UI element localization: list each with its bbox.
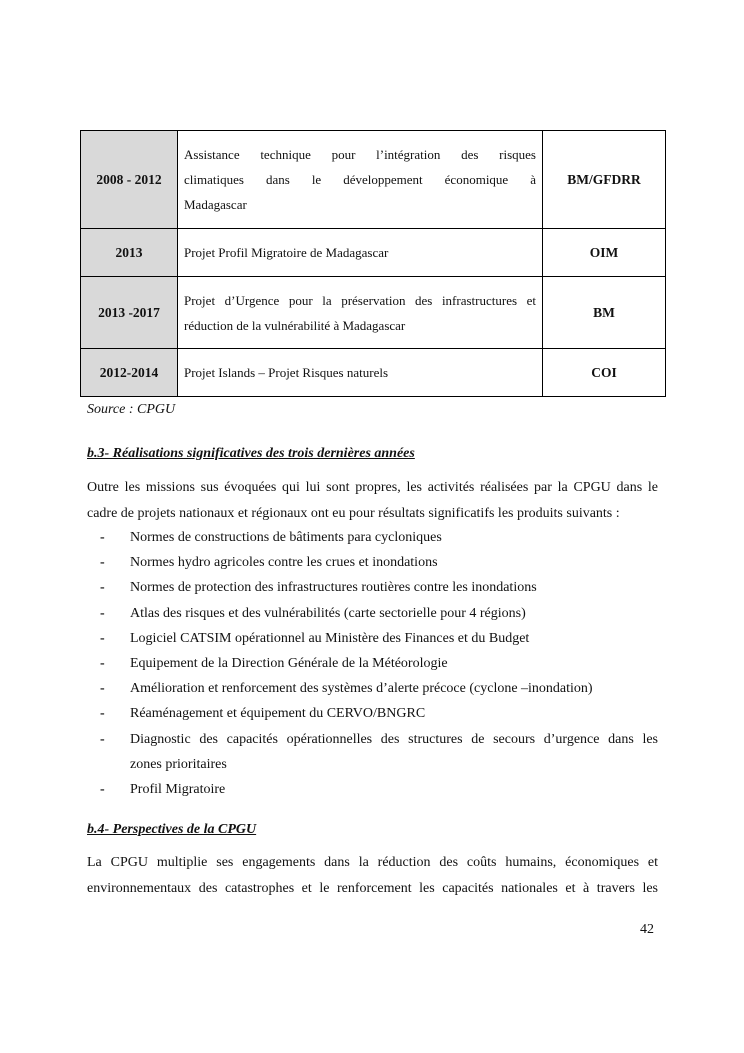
- section-b3-heading: b.3- Réalisations significatives des trois dernières années: [87, 446, 415, 461]
- list-item-line: zones prioritaires: [130, 756, 227, 772]
- achievements-list: [87, 525, 658, 802]
- list-item-text: [130, 601, 658, 626]
- list-item-line: Normes de protection des infrastructures routières contre les inondations: [130, 580, 537, 596]
- organisation-cell: COI: [543, 349, 666, 397]
- description-line: réduction de la vulnérabilité à Madagascar: [184, 317, 406, 333]
- projects-table: [80, 130, 666, 397]
- period-cell: 2012-2014: [81, 349, 178, 397]
- list-item-text: [130, 575, 658, 600]
- list-item: [87, 601, 658, 626]
- section-b4-paragraph: [87, 850, 658, 901]
- intro-line: cadre de projets nationaux et régionaux ont eu pour résultats significatifs les produits suivants :: [87, 505, 620, 521]
- list-item-line: Amélioration et renforcement des systèmes d’alerte précoce (cyclone –inondation): [130, 681, 593, 697]
- description-cell: [178, 277, 543, 349]
- description-line: Projet Profil Migratoire de Madagascar: [184, 245, 389, 260]
- bullet-dash: -: [100, 782, 105, 798]
- page-number: 42: [640, 922, 654, 937]
- list-item-line: Atlas des risques et des vulnérabilités (carte sectorielle pour 4 régions): [130, 605, 526, 621]
- bullet-dash: -: [100, 605, 105, 621]
- list-item-line: Diagnostic des capacités opérationnelles des structures de secours d’urgence dans les: [130, 731, 658, 747]
- list-item-text: [130, 676, 658, 701]
- list-item-line: Profil Migratoire: [130, 782, 226, 798]
- list-item-line: Logiciel CATSIM opérationnel au Ministère des Finances et du Budget: [130, 630, 530, 646]
- description-line: Projet Islands – Projet Risques naturels: [184, 365, 389, 380]
- list-item: [87, 626, 658, 651]
- bullet-dash: -: [100, 731, 105, 747]
- list-item: [87, 651, 658, 676]
- list-item-text: [130, 525, 658, 550]
- section-b4-heading: b.4- Perspectives de la CPGU: [87, 822, 257, 837]
- bullet-dash: -: [100, 656, 105, 672]
- table-source: Source : CPGU: [87, 402, 176, 417]
- description-line: Projet d’Urgence pour la préservation des infrastructures et: [184, 292, 536, 308]
- bullet-dash: -: [100, 580, 105, 596]
- list-item: [87, 701, 658, 726]
- bullet-dash: -: [100, 706, 105, 722]
- period-cell: 2013 -2017: [81, 277, 178, 349]
- list-item-line: Equipement de la Direction Générale de la Météorologie: [130, 656, 448, 672]
- table-row: [81, 349, 666, 397]
- organisation-cell: OIM: [543, 229, 666, 277]
- list-item-text: [130, 727, 658, 777]
- organisation-cell: BM: [543, 277, 666, 349]
- bullet-dash: -: [100, 530, 105, 545]
- section-b3-intro: [87, 475, 658, 526]
- table-row: [81, 229, 666, 277]
- paragraph-line: La CPGU multiplie ses engagements dans la réduction des coûts humains, économiques et: [87, 855, 658, 870]
- list-item-text: [130, 651, 658, 676]
- list-item-line: Normes de constructions de bâtiments para cycloniques: [130, 530, 442, 545]
- intro-line: Outre les missions sus évoquées qui lui sont propres, les activités réalisées par la CPGU dans le: [87, 480, 658, 495]
- bullet-dash: -: [100, 555, 105, 571]
- paragraph-line: environnementaux des catastrophes et le renforcement les capacités nationales et à travers les: [87, 880, 658, 896]
- table-row: [81, 131, 666, 229]
- list-item: [87, 676, 658, 701]
- period-cell: 2013: [81, 229, 178, 277]
- list-item: [87, 550, 658, 575]
- list-item: [87, 727, 658, 777]
- list-item-text: [130, 777, 658, 802]
- description-cell: [178, 229, 543, 277]
- bullet-dash: -: [100, 681, 105, 697]
- list-item-line: Réaménagement et équipement du CERVO/BNGRC: [130, 706, 426, 722]
- table-row: [81, 277, 666, 349]
- organisation-cell: BM/GFDRR: [543, 131, 666, 229]
- description-line: Assistance technique pour l’intégration des risques: [184, 147, 536, 162]
- list-item-text: [130, 626, 658, 651]
- period-cell: 2008 - 2012: [81, 131, 178, 229]
- list-item-text: [130, 550, 658, 575]
- description-cell: [178, 349, 543, 397]
- list-item: [87, 525, 658, 550]
- list-item-text: [130, 701, 658, 726]
- list-item: [87, 777, 658, 802]
- bullet-dash: -: [100, 630, 105, 646]
- description-cell: [178, 131, 543, 229]
- list-item: [87, 575, 658, 600]
- description-line: climatiques dans le développement économique à: [184, 172, 536, 187]
- description-line: Madagascar: [184, 197, 247, 212]
- list-item-line: Normes hydro agricoles contre les crues et inondations: [130, 555, 438, 571]
